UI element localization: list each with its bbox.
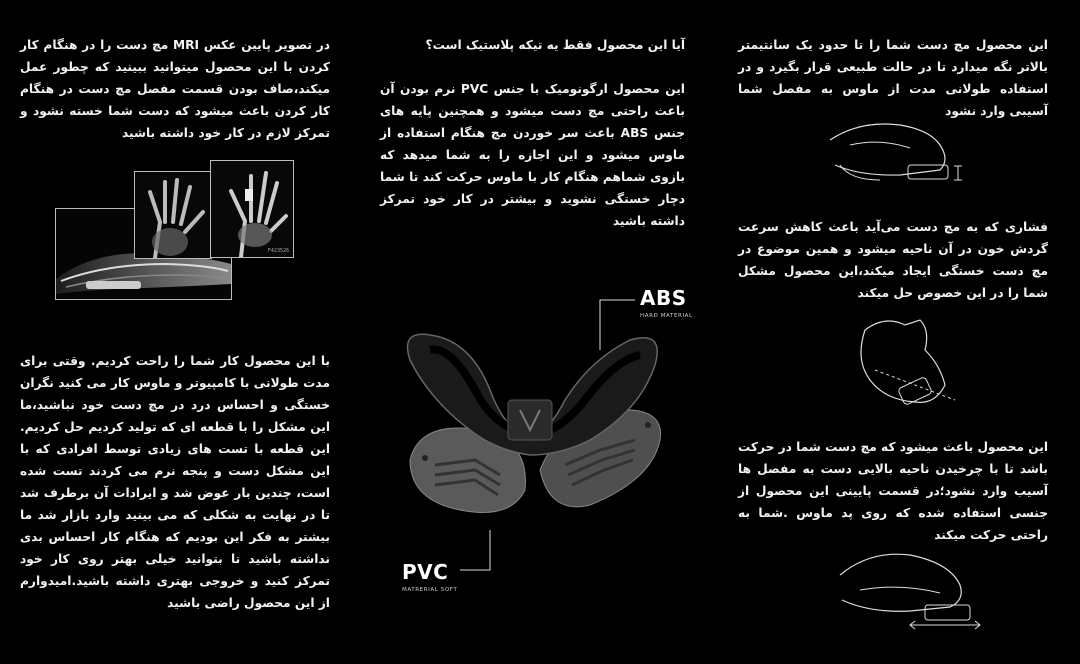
abs-sublabel: HARD MATERIAL <box>640 313 693 319</box>
hand-on-mouse-icon <box>820 110 970 190</box>
hand-slide-icon <box>830 545 990 635</box>
mri-description: در تصویر پایین عکس MRI مچ دست را در هنگام کار کردن با این محصول میتوانید ببینید که چطور عمل میکند،صاف بودن قسمت مفصل مچ دست در هنگام کار کردن باعث میشود که دست شما خسته نشود و تمرکز لازم در کار خود داشته باشید <box>20 38 330 140</box>
xray-image-hand <box>210 160 294 258</box>
left-column <box>0 0 360 664</box>
xray-image-small <box>134 171 212 259</box>
product-story: با این محصول کار شما را راحت کردیم. وقتی برای مدت طولانی با کامپیوتر و ماوس کار می کنید نگران خستگی و احساس درد در مچ دست خود نباشید،ما این مشکل را با قطعه ای که تولید کردیم حل کردیم. این قطعه با تست های زیادی توسط افرادی که با این مشکل دست و پنجه نرم می کردند تست شده است، چندین بار عوض شد و ایرادات آن برطرف شد تا در نهایت به شکلی که می بینید وارد بازار شد ما بیشتر به فکر این بودیم که هنگام کار احساس بدی نداشته باشید تا بتوانید خیلی بهتر روی کار خود تمرکز کنید و خروجی بهتری داشته باشید.امیدوارم از این محصول راضی باشید <box>20 354 330 610</box>
xray-code: F423526 <box>267 248 289 254</box>
middle-column <box>360 0 720 664</box>
pvc-sublabel: MATRERIAL SOFT <box>402 587 458 593</box>
movement-benefit: این محصول باعث میشود که مچ دست شما در حرکت باشد تا با چرخیدن ناحیه بالایی دست به مفصل ها آسیب وارد نشود؛در قسمت پایینی این محصول از جنسی استفاده شده که روی پد ماوس .شما به راحتی حرکت میکند <box>738 440 1048 542</box>
material-description: این محصول ارگونومیک با جنس PVC نرم بودن آن باعث راحتی مچ دست میشود و همچنین پایه های جنس ABS باعث سر خوردن مچ هنگام استفاده از ماوس میشود و این اجازه را به شما میدهد که بازوی شماهم هنگام کار با ماوس حرکت کند تا شما دچار خستگی نشوید و بیشتر در کار خود تمرکز داشته باشید <box>380 82 685 228</box>
pvc-label: PVC <box>402 560 449 584</box>
hand-wrist-pressure-icon <box>845 310 965 410</box>
circulation-benefit: فشاری که به مچ دست می‌آید باعث کاهش سرعت گردش خون در آن ناحیه میشود و همین موضوع در مچ دست خستگی ایجاد میکند،این محصول مشکل شما را در این خصوص حل میکند <box>738 220 1048 300</box>
height-benefit: این محصول مچ دست شما را تا حدود یک سانتیمتر بالاتر نگه میدارد تا در حالت طبیعی قرار بگیرد و در استفاده طولانی مدت از ماوس به مفصل شما آسیبی وارد نشود <box>738 38 1048 118</box>
wrist-rest-product-image <box>390 290 700 580</box>
abs-label: ABS <box>640 286 687 310</box>
right-column <box>720 0 1080 664</box>
question-heading: آیا این محصول فقط یه تیکه پلاستیک است؟ <box>425 38 685 52</box>
